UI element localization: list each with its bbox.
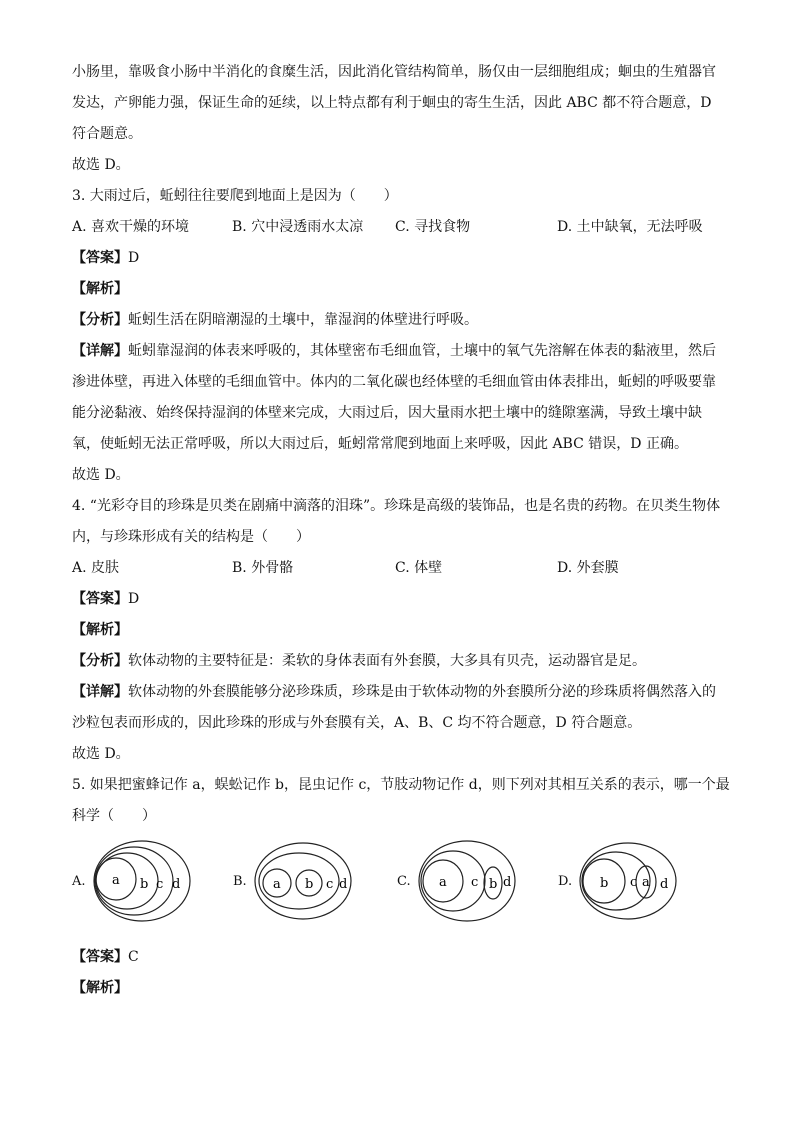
- analysis-title: [72, 620, 732, 640]
- analysis-title: [72, 978, 732, 998]
- section-marker: 【解析】: [72, 980, 128, 996]
- question-5: [72, 775, 732, 998]
- venn-label: d: [171, 877, 180, 892]
- section-marker: 【答案】: [72, 250, 128, 266]
- venn-label: c: [155, 877, 163, 892]
- prev-explanation: [72, 62, 732, 186]
- answer-line: 【答案】C: [72, 949, 139, 965]
- figure-b: [233, 838, 353, 924]
- section-marker: 【解析】: [72, 622, 128, 638]
- options-row: [72, 217, 732, 237]
- text-line: 发达，产卵能力强，保证生命的延续，以上特点都有利于蛔虫的寄生生活，因此 ABC 都不符合题意，D: [72, 95, 712, 111]
- question-stem: 3. 大雨过后，蚯蚓往往要爬到地面上是因为（ ）: [72, 188, 398, 204]
- venn-label: a: [272, 877, 281, 892]
- venn-label: c: [325, 877, 333, 892]
- venn-diagram-c: [417, 838, 517, 924]
- answer-line: 【答案】D: [72, 591, 140, 607]
- figure-label: D.: [558, 873, 573, 889]
- analysis-fenxi: 【分析】蚯蚓生活在阴暗潮湿的土壤中，靠湿润的体壁进行呼吸。: [72, 312, 478, 328]
- option-b: B. 外骨骼: [232, 560, 294, 576]
- question-stem: 5. 如果把蜜蜂记作 a，蜈蚣记作 b，昆虫记作 c，节肢动物记作 d，则下列对其相互关系的表示，哪一个最: [72, 777, 730, 793]
- option-d: D. 土中缺氧，无法呼吸: [557, 219, 703, 235]
- venn-diagram-a: [92, 838, 192, 924]
- venn-label: a: [438, 875, 447, 890]
- detail-line: 沙粒包表而形成的，因此珍珠的形成与外套膜有关，A、B、C 均不符合题意，D 符合题意。: [72, 715, 642, 731]
- venn-label: c: [470, 875, 478, 890]
- venn-label: d: [660, 877, 669, 892]
- figure-label: C.: [397, 873, 411, 889]
- detail-line: 氧，使蚯蚓无法正常呼吸，所以大雨过后，蚯蚓常常爬到地面上来呼吸，因此 ABC 错误，D 正确。: [72, 436, 688, 452]
- choice-line: 故选 D。: [72, 746, 130, 762]
- option-a: A. 喜欢干燥的环境: [72, 219, 190, 235]
- venn-diagram-b: [253, 838, 353, 924]
- option-c: C. 寻找食物: [395, 219, 471, 235]
- text-line: 符合题意。: [72, 126, 142, 142]
- venn-label: b: [488, 877, 497, 892]
- choice-line: 故选 D。: [72, 467, 130, 483]
- detail-line: 能分泌黏液、始终保持湿润的体壁来完成，大雨过后，因大量雨水把土壤中的缝隙塞满，导致土壤中缺: [72, 405, 702, 421]
- question-3: [72, 186, 732, 496]
- venn-label: a: [111, 873, 120, 888]
- section-marker: 【分析】: [72, 653, 128, 669]
- question-stem: 内，与珍珠形成有关的结构是（ ）: [72, 529, 310, 545]
- section-marker: 【详解】: [72, 684, 128, 700]
- venn-figures: [72, 838, 732, 936]
- venn-label: c: [630, 875, 638, 890]
- option-a: A. 皮肤: [72, 560, 120, 576]
- analysis-fenxi: 【分析】软体动物的主要特征是：柔软的身体表面有外套膜，大多具有贝壳，运动器官是足。: [72, 653, 646, 669]
- document-page: [72, 62, 732, 998]
- answer-line: 【答案】D: [72, 250, 140, 266]
- venn-label: a: [642, 875, 650, 890]
- figure-c: [397, 838, 517, 924]
- venn-label: d: [338, 877, 348, 892]
- text-line: 小肠里，靠吸食小肠中半消化的食糜生活，因此消化管结构简单，肠仅由一层细胞组成；蛔虫的生殖器官: [72, 64, 716, 80]
- section-marker: 【解析】: [72, 281, 128, 297]
- option-c: C. 体壁: [395, 560, 443, 576]
- venn-label: b: [600, 876, 609, 891]
- question-stem: 科学（ ）: [72, 808, 156, 824]
- figure-label: A.: [72, 873, 86, 889]
- venn-label: b: [304, 877, 314, 892]
- figure-a: [72, 838, 192, 924]
- analysis-title: [72, 279, 732, 299]
- venn-diagram-d: [578, 838, 678, 924]
- option-d: D. 外套膜: [557, 560, 619, 576]
- venn-label: b: [139, 877, 148, 892]
- figure-label: B.: [233, 873, 247, 889]
- options-row: [72, 558, 732, 578]
- question-4: [72, 496, 732, 775]
- choice-line: 故选 D。: [72, 157, 130, 173]
- section-marker: 【答案】: [72, 949, 128, 965]
- section-marker: 【答案】: [72, 591, 128, 607]
- option-b: B. 穴中浸透雨水太凉: [232, 219, 364, 235]
- section-marker: 【分析】: [72, 312, 128, 328]
- detail-line: 【详解】蚯蚓靠湿润的体表来呼吸的，其体壁密布毛细血管，土壤中的氧气先溶解在体表的黏液里，然后: [72, 343, 716, 359]
- figure-d: [558, 838, 678, 924]
- detail-line: 渗进体壁，再进入体壁的毛细血管中。体内的二氧化碳也经体壁的毛细血管由体表排出，蚯蚓的呼吸要靠: [72, 374, 716, 390]
- detail-line: 【详解】软体动物的外套膜能够分泌珍珠质，珍珠是由于软体动物的外套膜所分泌的珍珠质将偶然落入的: [72, 684, 716, 700]
- venn-label: d: [502, 875, 511, 890]
- section-marker: 【详解】: [72, 343, 128, 359]
- question-stem: 4. “光彩夺目的珍珠是贝类在剧痛中滴落的泪珠”。珍珠是高级的装饰品，也是名贵的药物。在贝类生物体: [72, 498, 721, 514]
